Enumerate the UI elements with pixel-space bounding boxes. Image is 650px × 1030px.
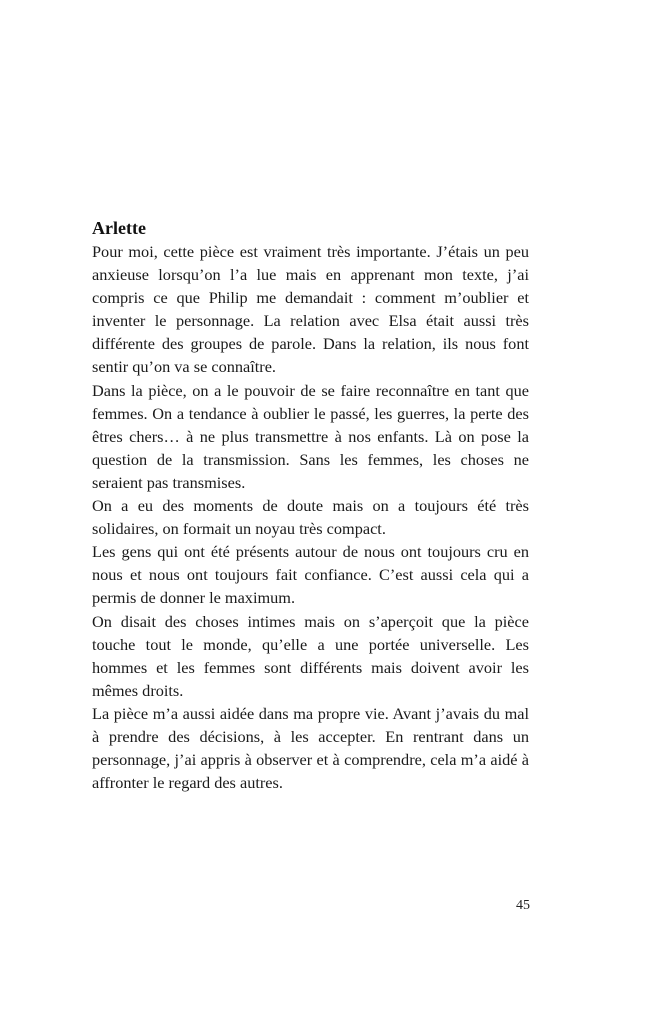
paragraph: Dans la pièce, on a le pouvoir de se faire reconnaître en tant que femmes. On a tendance à oublier le passé, les guerres, la perte des êtres chers… à ne plus transmettre à nos enfants. Là on pose la question de la transmission. Sans les femmes, les choses ne seraient pas transmises. xyxy=(92,380,529,492)
page-number: 45 xyxy=(516,898,530,913)
section-heading: Arlette xyxy=(92,218,146,238)
paragraph: On disait des choses intimes mais on s’aperçoit que la pièce touche tout le monde, qu’elle a une portée universelle. Les hommes et les femmes sont différents mais doivent avoir les mêmes droits. xyxy=(92,611,529,700)
text-block xyxy=(92,216,529,794)
paragraph: On a eu des moments de doute mais on a toujours été très solidaires, on formait un noyau très compact. xyxy=(92,496,529,539)
paragraph: La pièce m’a aussi aidée dans ma propre vie. Avant j’avais du mal à prendre des décisions, à les accepter. En rentrant dans un personnage, j’ai appris à observer et à comprendre, cela m’a aidé à affronter le regard des autres. xyxy=(92,703,529,793)
paragraph: Pour moi, cette pièce est vraiment très importante. J’étais un peu anxieuse lorsqu’on l’a lue mais en apprenant mon texte, j’ai compris ce que Philip me demandait : comment m’oublier et inventer le personnage. La relation avec Elsa était aussi très différente des groupes de parole. Dans la relation, ils nous font sentir qu’on va se connaître. xyxy=(92,242,529,377)
paragraph: Les gens qui ont été présents autour de nous ont toujours cru en nous et nous ont toujours fait confiance. C’est aussi cela qui a permis de donner le maximum. xyxy=(92,542,529,608)
